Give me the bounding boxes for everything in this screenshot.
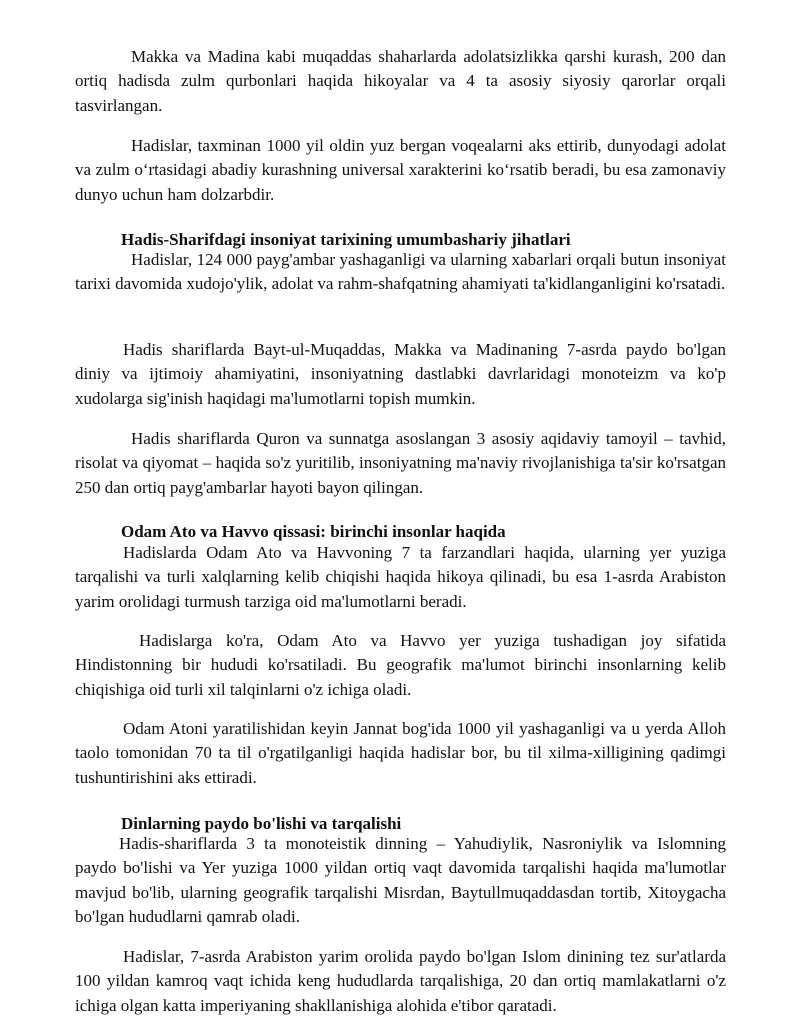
section-heading-dinlar: Dinlarning paydo bo'lishi va tarqalishi — [121, 814, 402, 833]
paragraph-hadislar-kurash: Hadislar, taxminan 1000 yil oldin yuz bergan voqealarni aks ettirib, dunyodagi adolat va zulm oʻrtasidagi abadiy kurashning universal xarakterini koʻrsatib beradi, bu esa zamonaviy dunyo uchun ham dolzarbdir. — [75, 136, 726, 204]
paragraph-aqidaviy-tamoyil: Hadis shariflarda Quron va sunnatga asoslangan 3 asosiy aqidaviy tamoyil – tavhid, risolat va qiyomat – haqida so'z yuritilib, insoniyatning ma'naviy rivojlanishiga ta'sir ko'rsatgan 250 dan ortiq payg'ambarlar hayoti bayon qilingan. — [75, 429, 726, 497]
paragraph-monoteistik-dinlar: Hadis-shariflarda 3 ta monoteistik dinning – Yahudiylik, Nasroniylik va Islomning paydo bo'lishi va Yer yuziga 1000 yildan ortiq vaqt davomida tarqalishi haqida ma'lumotlar mavjud bo'lib, ularning geografik tarqalishi Misrdan, Baytullmuqaddasdan tortib, Xitoygacha bo'lgan hududlarni qamrab oladi. — [75, 834, 726, 926]
paragraph-bayt-ul-muqaddas: Hadis shariflarda Bayt-ul-Muqaddas, Makka va Madinaning 7-asrda paydo bo'lgan diniy va ijtimoiy ahamiyatini, insoniyatning dastlabki davrlaridagi monoteizm va ko'p xudolarga sig'inish haqidagi ma'lumotlarni topish mumkin. — [75, 340, 726, 408]
paragraph-paygambarlar: Hadislar, 124 000 payg'ambar yashaganligi va ularning xabarlari orqali butun insoniyat tarixi davomida xudojo'ylik, adolat va rahm-shafqatning ahamiyati ta'kidlanganligini ko'rsatadi. — [75, 250, 726, 294]
paragraph-farzandlar: Hadislarda Odam Ato va Havvoning 7 ta farzandlari haqida, ularning yer yuziga tarqalishi va turli xalqlarning kelib chiqishi haqida hikoya qilinadi, bu esa 1-asrda Arabiston yarim orolidagi turmush tarziga oid ma'lumotlarni beradi. — [75, 543, 726, 611]
paragraph-adolatsizlik: Makka va Madina kabi muqaddas shaharlarda adolatsizlikka qarshi kurash, 200 dan ortiq hadisda zulm qurbonlari haqida hikoyalar va 4 ta asosiy siyosiy qarorlar orqali tasvirlangan. — [75, 47, 726, 115]
section-heading-odam-ato: Odam Ato va Havvo qissasi: birinchi insonlar haqida — [121, 522, 506, 541]
paragraph-jannat-bogi: Odam Atoni yaratilishidan keyin Jannat bog'ida 1000 yil yashaganligi va u yerda Alloh taolo tomonidan 70 ta til o'rgatilganligi haqida hadislar bor, bu til xilma-xilligining qadimgi tushuntirishini aks ettiradi. — [75, 719, 726, 787]
paragraph-hindiston: Hadislarga ko'ra, Odam Ato va Havvo yer yuziga tushadigan joy sifatida Hindistonning bir hududi ko'rsatiladi. Bu geografik ma'lumot birinchi insonlarning kelib chiqishiga oid turli xil talqinlarni o'z ichiga oladi. — [75, 631, 726, 699]
paragraph-islom-tarqalishi: Hadislar, 7-asrda Arabiston yarim orolida paydo bo'lgan Islom dinining tez sur'atlarda 100 yildan kamroq vaqt ichida keng hududlarda tarqalishiga, 20 dan ortiq mamlakatlarni o'z ichiga olgan katta imperiyaning shakllanishiga alohida e'tibor qaratadi. — [75, 947, 726, 1015]
section-heading-umumbashariy: Hadis-Sharifdagi insoniyat tarixining umumbashariy jihatlari — [121, 230, 571, 249]
